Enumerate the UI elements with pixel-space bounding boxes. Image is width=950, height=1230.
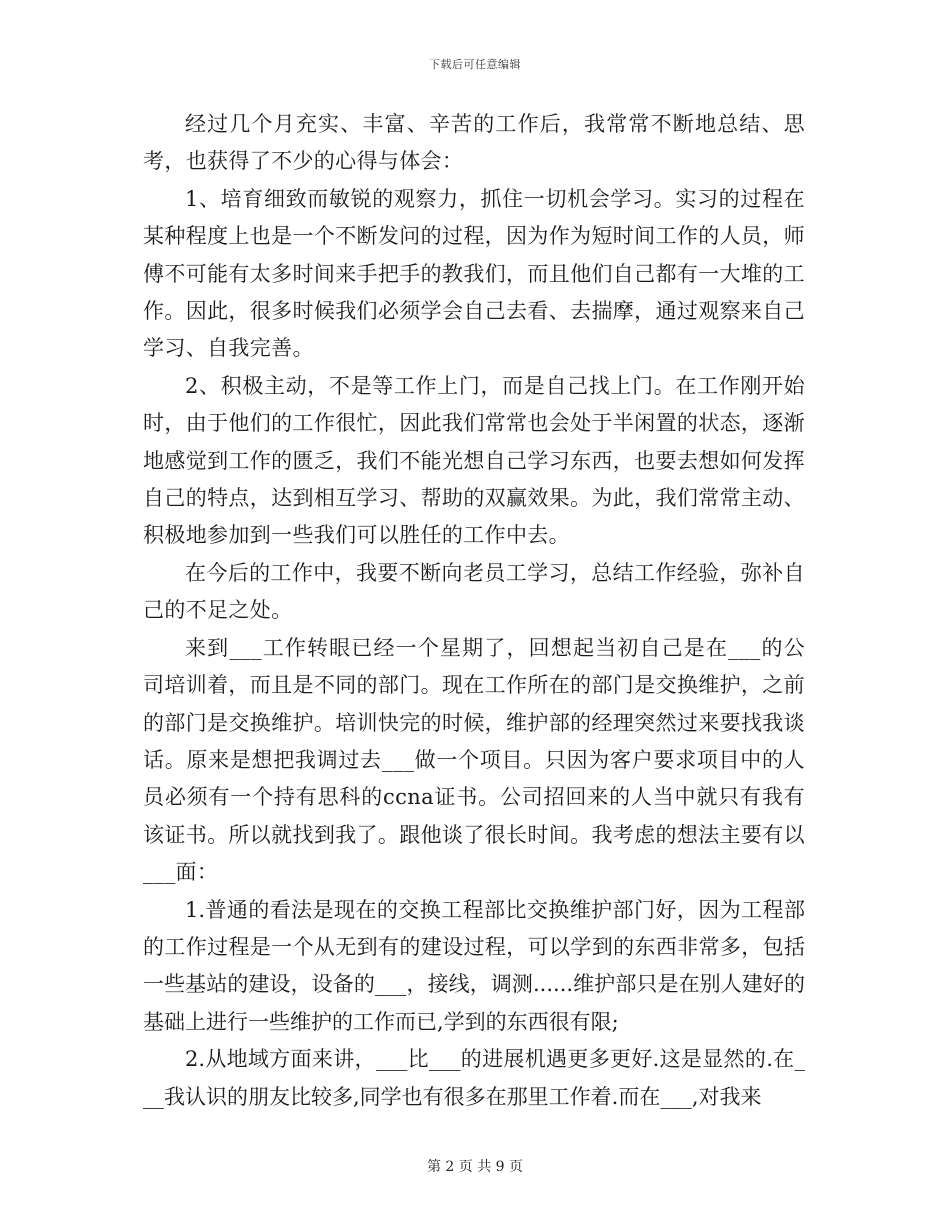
paragraph-intro: 经过几个月充实、丰富、辛苦的工作后，我常常不断地总结、思考，也获得了不少的心得与体会： <box>143 112 805 174</box>
document-body <box>143 106 805 1116</box>
paragraph-future: 在今后的工作中，我要不断向老员工学习，总结工作经验，弥补自己的不足之处。 <box>143 560 805 623</box>
paragraph-reason-2: 2.从地域方面来讲，___比___的进展机遇更多更好.这是显然的.在___我认识的朋友比较多,同学也有很多在那里工作着.而在___,对我来 <box>143 1047 805 1109</box>
paragraph-reason-1: 1.普通的看法是现在的交换工程部比交换维护部门好，因为工程部的工作过程是一个从无到有的建设过程，可以学到的东西非常多，包括一些基站的建设，设备的___，接线，调测......维护部只是在别人建好的基础上进行一些维护的工作而已,学到的东西很有限; <box>143 897 805 1034</box>
paragraph-point-1: 1、培育细致而敏锐的观察力，抓住一切机会学习。实习的过程在某种程度上也是一个不断发问的过程，因为作为短时间工作的人员，师傅不可能有太多时间来手把手的教我们，而且他们自己都有一大堆的工作。因此，很多时候我们必须学会自己去看、去揣摩，通过观察来自己学习、自我完善。 <box>143 186 805 361</box>
page-footer: 第 2 页 共 9 页 <box>426 1159 524 1175</box>
paragraph-arrival: 来到___工作转眼已经一个星期了，回想起当初自己是在___的公司培训着，而且是不同的部门。现在工作所在的部门是交换维护，之前的部门是交换维护。培训快完的时候，维护部的经理突然过来要找我谈话。原来是想把我调过去___做一个项目。只因为客户要求项目中的人员必须有一个持有思科的ccna证书。公司招回来的人当中就只有我有该证书。所以就找到我了。跟他谈了很长时间。我考虑的想法主要有以___面： <box>143 635 805 885</box>
paragraph-point-2: 2、积极主动，不是等工作上门，而是自己找上门。在工作刚开始时，由于他们的工作很忙，因此我们常常也会处于半闲置的状态，逐渐地感觉到工作的匮乏，我们不能光想自己学习东西，也要去想如何发挥自己的特点，达到相互学习、帮助的双赢效果。为此，我们常常主动、积极地参加到一些我们可以胜任的工作中去。 <box>143 373 805 548</box>
page-header: 下载后可任意编辑 <box>429 58 521 71</box>
